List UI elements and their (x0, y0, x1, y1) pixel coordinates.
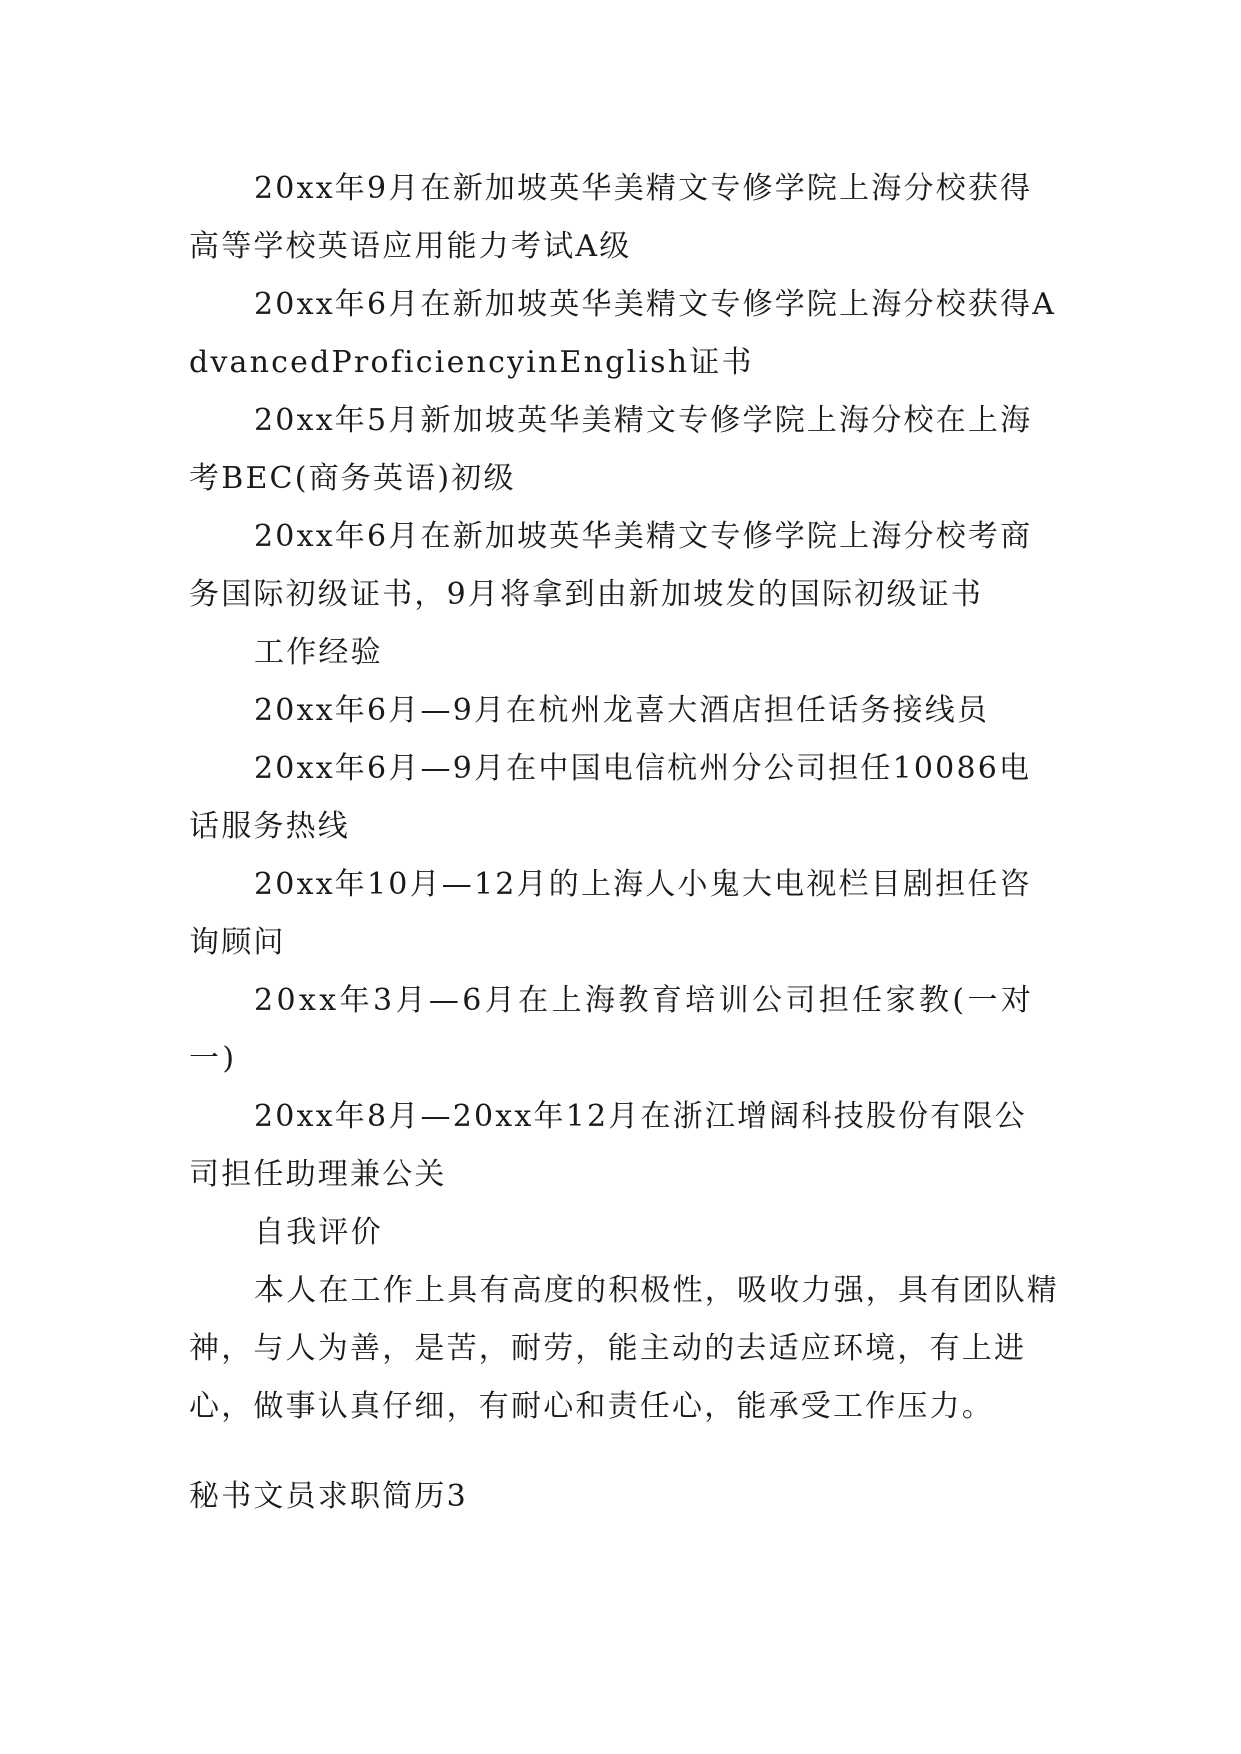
document-body (189, 160, 1059, 1436)
work-experience-item-3: 20xx年10月—12月的上海人小鬼大电视栏目剧担任咨询顾问 (189, 867, 1032, 960)
certificate-paragraph-4: 20xx年6月在新加坡英华美精文专修学院上海分校考商务国际初级证书，9月将拿到由新加坡发的国际初级证书 (189, 519, 1033, 612)
certificate-paragraph-1: 20xx年9月在新加坡英华美精文专修学院上海分校获得高等学校英语应用能力考试A级 (189, 171, 1033, 264)
self-evaluation-heading: 自我评价 (254, 1215, 383, 1250)
work-experience-item-2: 20xx年6月—9月在中国电信杭州分公司担任10086电话服务热线 (189, 751, 1032, 844)
self-evaluation-text: 本人在工作上具有高度的积极性，吸收力强，具有团队精神，与人为善，是苦，耐劳，能主动的去适应环境，有上进心，做事认真仔细，有耐心和责任心，能承受工作压力。 (189, 1273, 1059, 1424)
certificate-paragraph-3: 20xx年5月新加坡英华美精文专修学院上海分校在上海考BEC(商务英语)初级 (189, 403, 1033, 496)
work-experience-item-4: 20xx年3月—6月在上海教育培训公司担任家教(一对一) (189, 983, 1035, 1076)
work-experience-item-1: 20xx年6月—9月在杭州龙喜大酒店担任话务接线员 (254, 693, 990, 728)
certificate-paragraph-2: 20xx年6月在新加坡英华美精文专修学院上海分校获得AdvancedProficiencyinEnglish证书 (189, 287, 1057, 380)
work-experience-heading: 工作经验 (254, 635, 383, 670)
next-document-title: 秘书文员求职简历3 (189, 1479, 468, 1514)
work-experience-item-5: 20xx年8月—20xx年12月在浙江增阔科技股份有限公司担任助理兼公关 (189, 1099, 1027, 1192)
